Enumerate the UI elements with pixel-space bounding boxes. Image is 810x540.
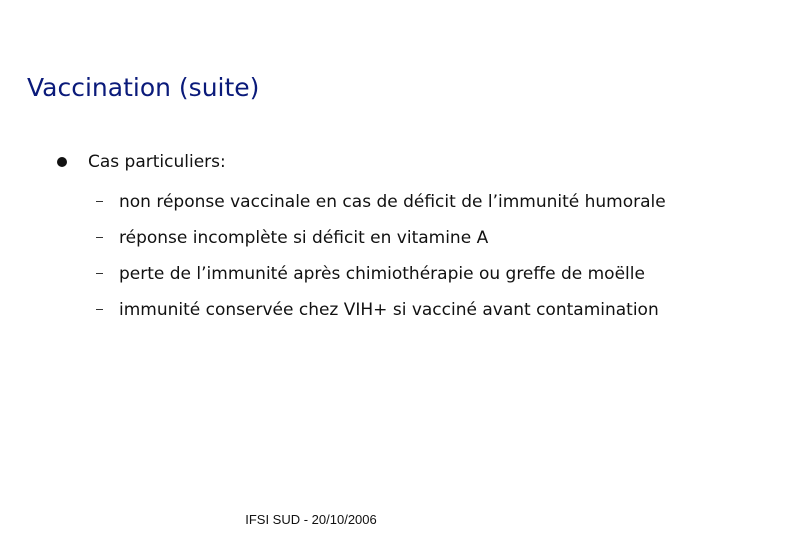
footer-text: IFSI SUD - 20/10/2006 — [245, 512, 377, 527]
dash-icon — [96, 273, 103, 274]
slide-title: Vaccination (suite) — [27, 73, 260, 102]
sub-item-text: non réponse vaccinale en cas de déficit de l’immunité humorale — [119, 192, 666, 212]
bullet-item — [57, 148, 226, 176]
dash-icon — [96, 237, 103, 238]
bullet-text: Cas particuliers: — [88, 152, 226, 172]
bullet-dot-icon — [57, 157, 67, 167]
dash-icon — [96, 201, 103, 202]
sub-item-text: immunité conservée chez VIH+ si vacciné avant contamination — [119, 300, 659, 320]
sub-item-text: réponse incomplète si déficit en vitamine A — [119, 228, 489, 248]
dash-icon — [96, 309, 103, 310]
sub-item-text: perte de l’immunité après chimiothérapie ou greffe de moëlle — [119, 264, 645, 284]
